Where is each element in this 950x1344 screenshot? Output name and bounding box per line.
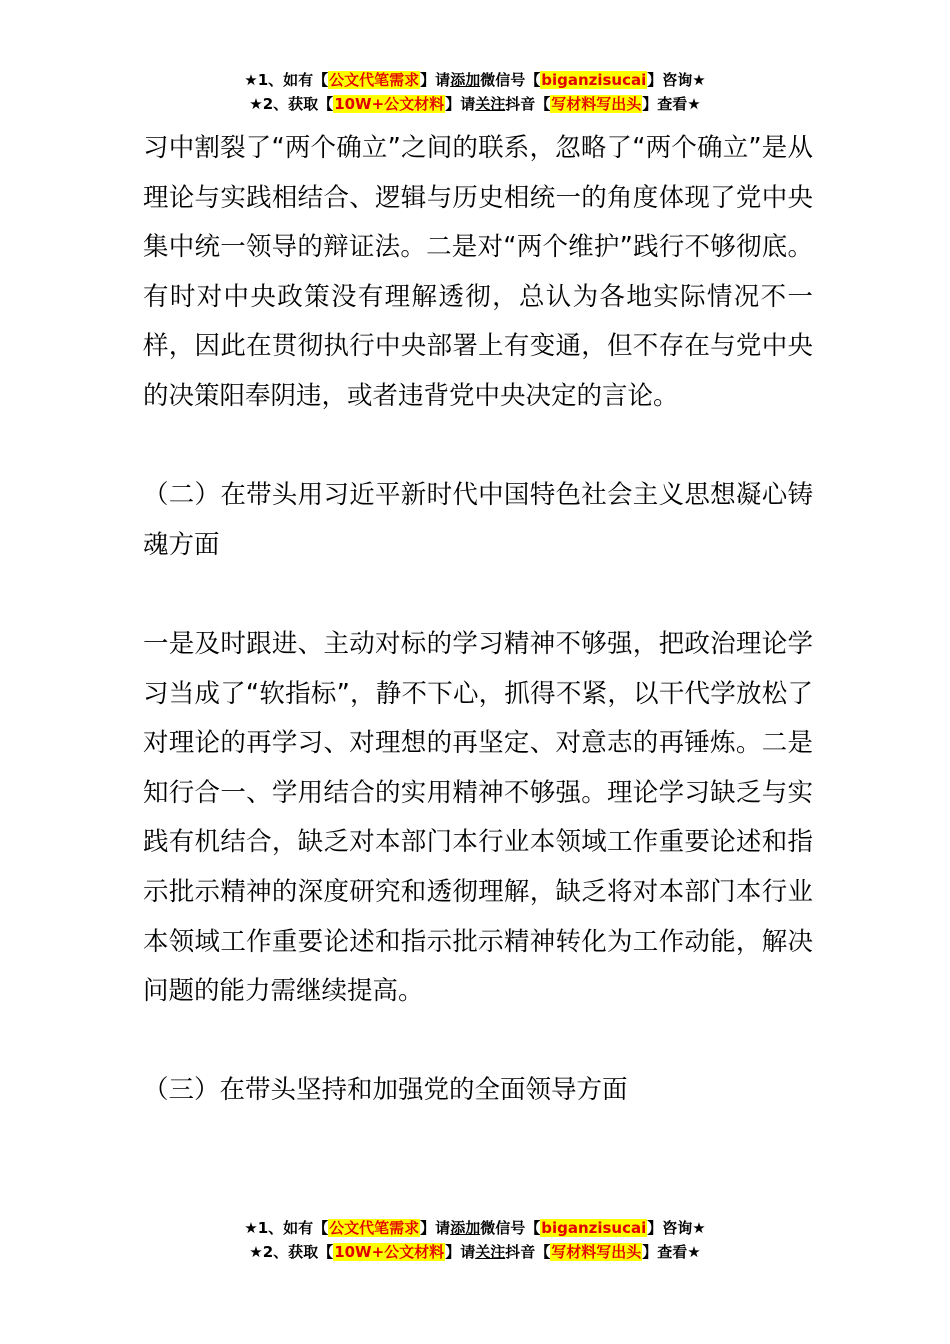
highlight-materials: 10W+公文材料 <box>334 1243 445 1261</box>
star-icon: ★ <box>249 1243 263 1261</box>
header-banner <box>0 68 950 116</box>
banner-line-1 <box>0 68 950 92</box>
banner-line-2 <box>0 92 950 116</box>
star-icon: ★ <box>244 71 258 89</box>
highlight-service: 公文代笔需求 <box>329 71 420 89</box>
banner-text: 】查看★ <box>642 95 701 113</box>
star-icon: ★ <box>249 95 263 113</box>
banner-text: 2、获取【 <box>262 1243 334 1261</box>
paragraph-gap <box>143 422 813 472</box>
banner-text: 】咨询★ <box>647 71 706 89</box>
paragraph-gap <box>143 570 813 620</box>
banner-text: 】请 <box>445 95 476 113</box>
highlight-wechat-id: biganzisucai <box>541 1219 647 1237</box>
paragraph-gap <box>143 1017 813 1067</box>
body-paragraph-1: 习中割裂了“两个确立”之间的联系，忽略了“两个确立”是从理论与实践相结合、逻辑与历史相统一的角度体现了党中央集中统一领导的辩证法。二是对“两个维护”践行不够彻底。有时对中央政策没有理解透彻，总认为各地实际情况不一样，因此在贯彻执行中央部署上有变通，但不存在与党中央的决策阳奉阴违，或者违背党中央决定的言论。 <box>143 133 813 411</box>
banner-text: 微信号【 <box>480 71 541 89</box>
highlight-materials: 10W+公文材料 <box>334 95 445 113</box>
banner-text: 微信号【 <box>480 1219 541 1237</box>
highlight-wechat-id: biganzisucai <box>541 71 647 89</box>
banner-line-2 <box>0 1240 950 1264</box>
banner-text: 1、如有【 <box>257 71 329 89</box>
document-body <box>143 124 813 1116</box>
underline-add: 添加 <box>450 71 481 89</box>
banner-text: 】咨询★ <box>647 1219 706 1237</box>
section-heading-2: （二）在带头用习近平新时代中国特色社会主义思想凝心铸魂方面 <box>143 480 813 560</box>
banner-text: 】查看★ <box>642 1243 701 1261</box>
banner-text: 2、获取【 <box>262 95 334 113</box>
highlight-douyin-account: 写材料写出头 <box>551 1243 642 1261</box>
banner-text: 】请 <box>420 1219 451 1237</box>
underline-follow: 关注 <box>475 95 506 113</box>
underline-add: 添加 <box>450 1219 481 1237</box>
banner-text: 1、如有【 <box>257 1219 329 1237</box>
banner-text: 抖音【 <box>505 95 551 113</box>
banner-text: 抖音【 <box>505 1243 551 1261</box>
highlight-douyin-account: 写材料写出头 <box>551 95 642 113</box>
star-icon: ★ <box>244 1219 258 1237</box>
highlight-service: 公文代笔需求 <box>329 1219 420 1237</box>
section-heading-3: （三）在带头坚持和加强党的全面领导方面 <box>143 1075 628 1106</box>
underline-follow: 关注 <box>475 1243 506 1261</box>
banner-text: 】请 <box>420 71 451 89</box>
footer-banner <box>0 1216 950 1264</box>
body-paragraph-2: 一是及时跟进、主动对标的学习精神不够强，把政治理论学习当成了“软指标”，静不下心，抓得不紧，以干代学放松了对理论的再学习、对理想的再坚定、对意志的再锤炼。二是知行合一、学用结合的实用精神不够强。理论学习缺乏与实践有机结合，缺乏对本部门本行业本领域工作重要论述和指示批示精神的深度研究和透彻理解，缺乏将对本部门本行业本领域工作重要论述和指示批示精神转化为工作动能，解决问题的能力需继续提高。 <box>143 628 813 1007</box>
banner-text: 】请 <box>445 1243 476 1261</box>
banner-line-1 <box>0 1216 950 1240</box>
